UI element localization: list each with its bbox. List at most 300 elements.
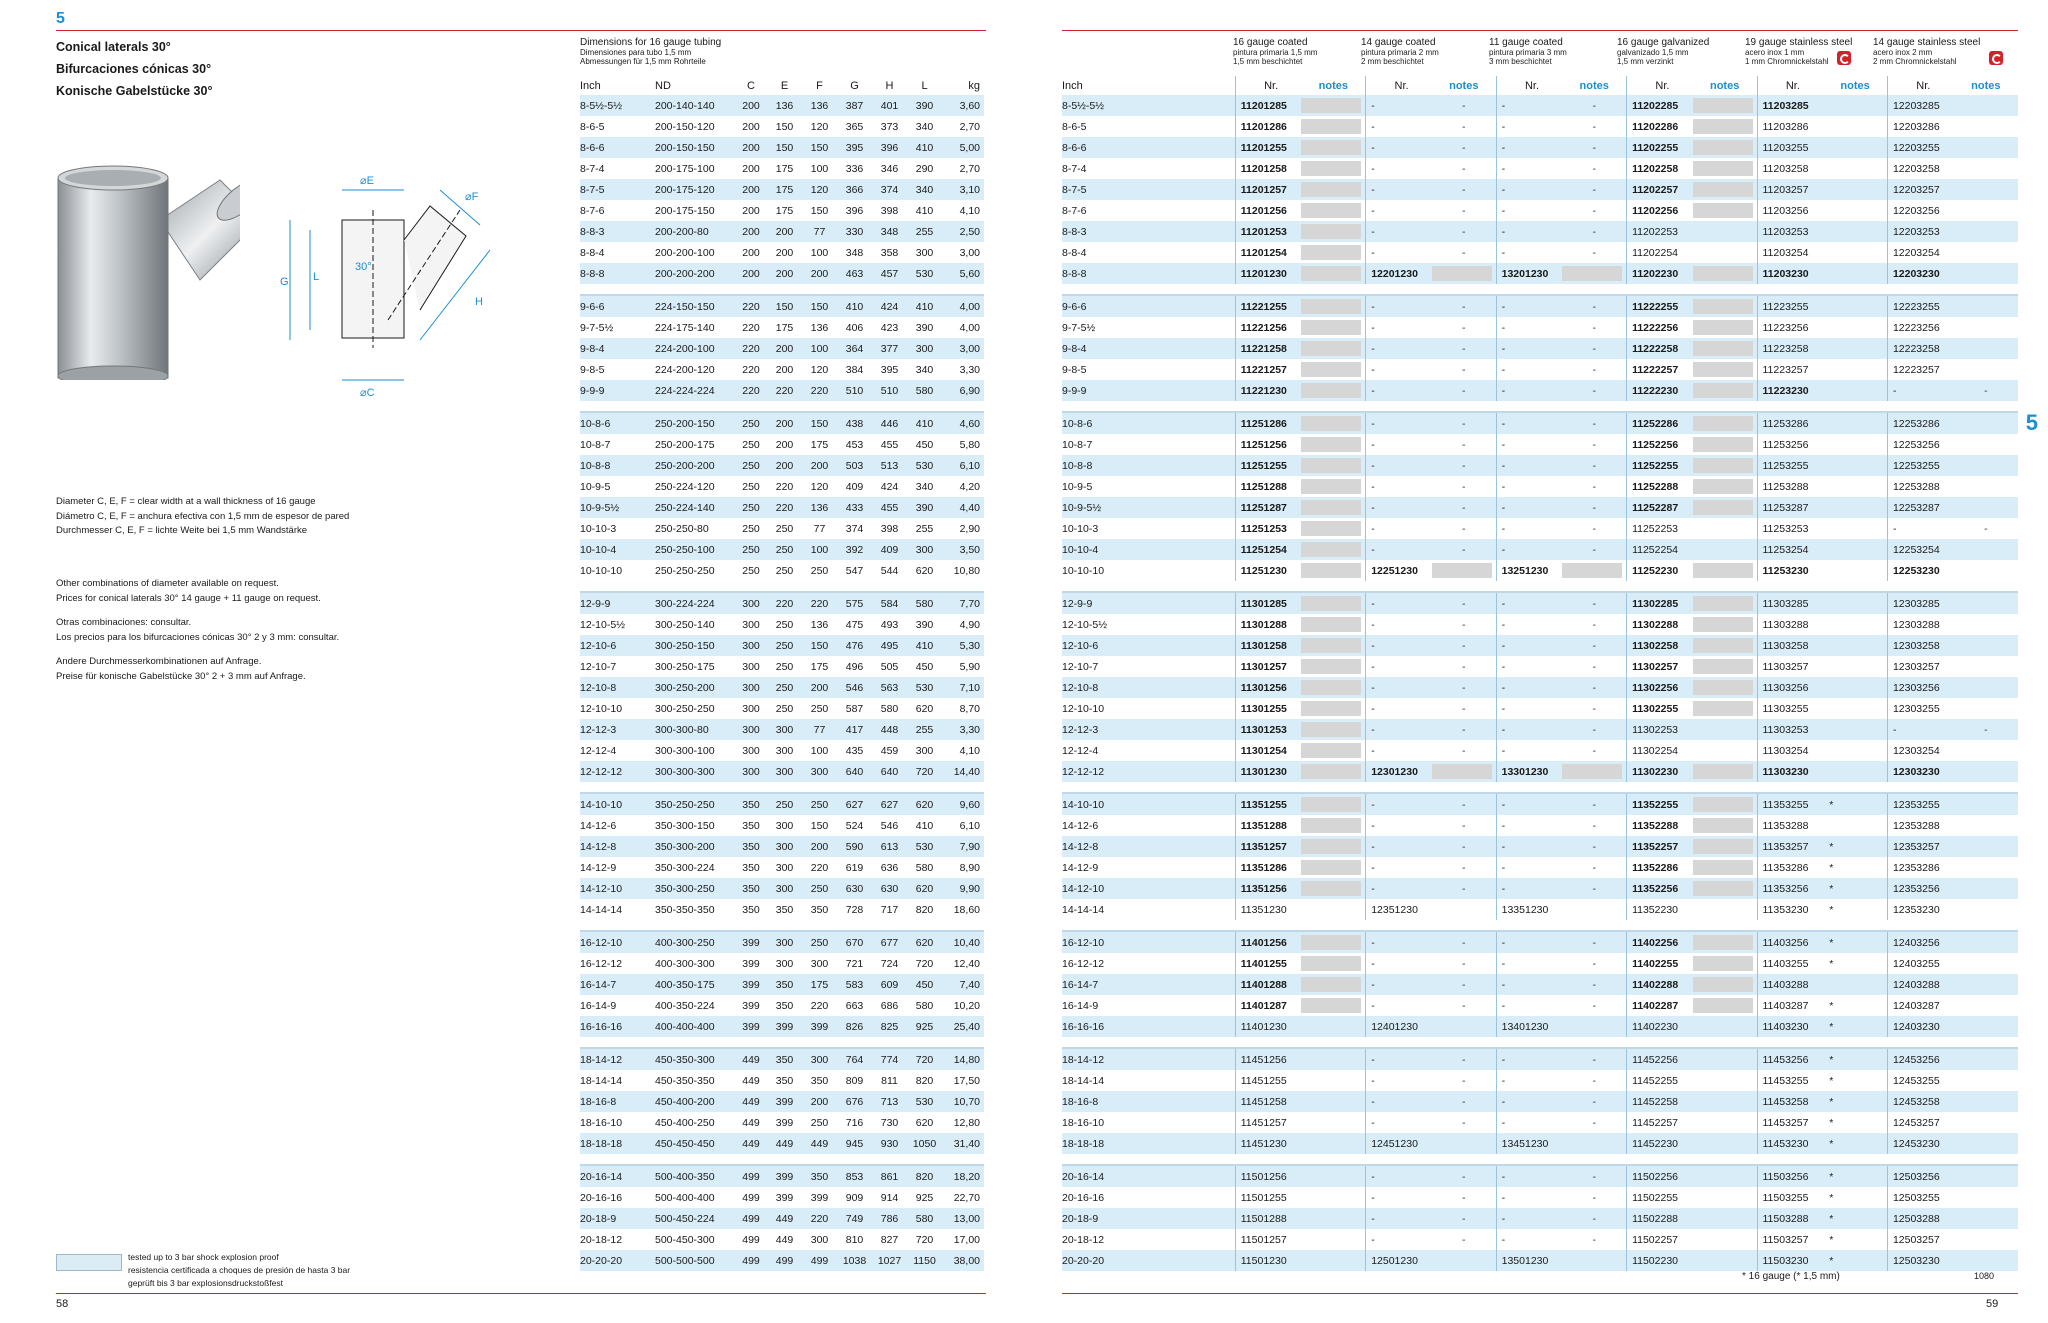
cell-f: 150 [802, 412, 837, 434]
cell-article-number: 11203257 [1757, 179, 1823, 200]
dimensions-table [580, 76, 984, 1271]
cell-article-number: 11503230 [1757, 1250, 1823, 1271]
cell-e: 200 [767, 412, 802, 434]
dimensions-body [580, 95, 984, 1271]
cell-inch: 9-8-5 [1062, 363, 1087, 376]
group-separator [580, 1154, 984, 1165]
chapter-number: 5 [56, 10, 65, 27]
cell-article-number: - [1366, 476, 1432, 497]
cell-article-number: 11253288 [1757, 476, 1823, 497]
cell-article-number: 11203253 [1757, 221, 1823, 242]
cell-inch: 12-10-10 [1062, 702, 1105, 715]
cell-article-number: 11403230 [1757, 1016, 1823, 1037]
cell-l: 390 [907, 95, 942, 116]
cell-e: 220 [767, 497, 802, 518]
article-row [1062, 677, 2018, 698]
cell-inch: 14-12-9 [580, 861, 617, 874]
cell-notes [1823, 263, 1887, 284]
cell-article-number: - [1366, 592, 1432, 614]
cell-article-number: 11253286 [1757, 412, 1823, 434]
cell-nd: 200-200-100 [655, 246, 715, 259]
cell-notes: - [1592, 321, 1596, 334]
notes-placeholder [1693, 596, 1753, 611]
cell-f: 100 [810, 246, 829, 259]
cell-notes [1301, 698, 1365, 719]
cell-article-number: - [1496, 476, 1562, 497]
article-row [1062, 560, 2018, 581]
cell-notes: - [1592, 480, 1596, 493]
cell-notes [1823, 740, 1887, 761]
cell-article-number: - [1496, 497, 1562, 518]
cell-article-number: 11223257 [1757, 359, 1823, 380]
cell-notes [1823, 158, 1887, 179]
cell-article-number: 11303258 [1757, 635, 1823, 656]
cell-l: 580 [907, 1208, 942, 1229]
dimension-row [580, 592, 984, 614]
cell-c: 250 [742, 438, 760, 451]
cell-notes [1432, 1133, 1496, 1154]
cell-notes [1693, 1048, 1757, 1070]
cell-nd: 300-224-224 [655, 592, 735, 614]
cell-article-number: 12453255 [1887, 1070, 1953, 1091]
notes-placeholder [1301, 860, 1361, 875]
notes-placeholder [1301, 500, 1361, 515]
cell-notes: - [1562, 719, 1626, 740]
cell-nd: 350-300-250 [655, 878, 735, 899]
cell-c: 200 [742, 204, 760, 217]
cell-article-number: - [1496, 719, 1562, 740]
cell-kg: 3,00 [959, 246, 980, 259]
cell-c: 250 [735, 412, 767, 434]
cell-notes [1693, 455, 1757, 476]
cell-article-number: 11302258 [1627, 635, 1693, 656]
cell-h: 455 [872, 497, 907, 518]
cell-l: 720 [907, 1048, 942, 1070]
article-row [1062, 263, 2018, 284]
cell-article-number: 12353256 [1887, 878, 1953, 899]
cell-kg: 14,80 [942, 1048, 984, 1070]
cell-inch: 16-14-9 [580, 999, 617, 1012]
article-row [1062, 455, 2018, 476]
cell-c: 200 [735, 95, 767, 116]
cell-notes [1823, 878, 1887, 899]
cell-notes: - [1592, 120, 1596, 133]
cell-h: 613 [872, 836, 907, 857]
cell-notes: - [1562, 931, 1626, 953]
cell-c: 200 [735, 179, 767, 200]
cell-inch: 20-16-14 [1062, 1165, 1235, 1187]
cell-kg: 8,70 [959, 702, 980, 715]
cell-notes: - [1432, 974, 1496, 995]
cell-article-number: 11303230 [1757, 761, 1823, 782]
cell-inch: 12-9-9 [1062, 592, 1235, 614]
cell-article-number: - [1496, 1048, 1562, 1070]
cell-article-number: 11222256 [1627, 317, 1693, 338]
colhead-16-galvanized [1617, 38, 1709, 66]
cell-inch: 16-12-10 [1062, 931, 1235, 953]
cell-article-number: 11203285 [1757, 95, 1823, 116]
cell-notes: - [1592, 363, 1596, 376]
dimension-row [580, 95, 984, 116]
label-l: L [313, 271, 320, 283]
cell-inch: 14-12-6 [1062, 819, 1099, 832]
cell-notes [1954, 614, 2018, 635]
cell-notes: - [1562, 1165, 1626, 1187]
cell-notes [1823, 1229, 1887, 1250]
cell-notes [1693, 1070, 1757, 1091]
cell-article-number: 12253254 [1887, 539, 1953, 560]
cell-notes [1823, 698, 1887, 719]
cell-notes [1954, 857, 2018, 878]
article-row [1062, 614, 2018, 635]
cell-nd: 400-400-400 [655, 1016, 735, 1037]
cell-notes [1301, 338, 1365, 359]
legend-swatch [56, 1254, 122, 1271]
cell-l: 410 [915, 204, 934, 217]
cell-e: 200 [775, 363, 794, 376]
cell-notes: - [1562, 635, 1626, 656]
cell-article-number: 11251230 [1235, 560, 1301, 581]
cell-article-number: 11202253 [1627, 221, 1693, 242]
cell-h: 563 [872, 677, 907, 698]
cell-l: 530 [907, 836, 942, 857]
notes-placeholder [1693, 935, 1753, 950]
header-nr: Nr. [1366, 76, 1432, 95]
cell-f: 100 [810, 162, 829, 175]
cell-f: 250 [810, 564, 829, 577]
cell-c: 250 [735, 497, 767, 518]
footnote-marker: * [1829, 861, 1834, 874]
cell-notes [1432, 1250, 1496, 1271]
cell-h: 730 [880, 1116, 899, 1129]
notes-placeholder [1301, 797, 1361, 812]
cell-article-number: 12203257 [1887, 179, 1953, 200]
cell-notes [1823, 793, 1887, 815]
notes-placeholder [1693, 266, 1753, 281]
cell-inch: 20-18-12 [1062, 1233, 1105, 1246]
cell-article-number: - [1366, 338, 1432, 359]
cell-article-number: 11301258 [1235, 635, 1301, 656]
cell-g: 909 [845, 1191, 864, 1204]
cell-inch: 12-10-6 [580, 635, 655, 656]
cell-inch: 14-14-14 [580, 903, 623, 916]
cell-inch: 18-18-18 [1062, 1133, 1235, 1154]
dimension-row [580, 677, 984, 698]
cell-article-number: - [1366, 95, 1432, 116]
notes-placeholder [1693, 140, 1753, 155]
cell-notes [1301, 1250, 1365, 1271]
separator-cell [1062, 1037, 2018, 1048]
cell-article-number: 11503288 [1757, 1208, 1823, 1229]
cell-g: 716 [845, 1116, 864, 1129]
cell-notes [1823, 200, 1887, 221]
cell-article-number: 11202258 [1627, 158, 1693, 179]
cell-notes [1954, 1133, 2018, 1154]
cell-e: 250 [775, 618, 794, 631]
cell-article-number: 11452257 [1627, 1112, 1693, 1133]
cell-notes: - [1462, 522, 1466, 535]
cell-article-number: 11203254 [1757, 242, 1823, 263]
cell-notes [1823, 95, 1887, 116]
cell-nd: 500-450-224 [655, 1208, 735, 1229]
cell-notes: - [1562, 1091, 1626, 1112]
cell-article-number: - [1366, 857, 1432, 878]
group-separator [1062, 401, 2018, 412]
cell-g: 496 [845, 660, 864, 673]
cell-f: 300 [802, 1048, 837, 1070]
cell-article-number: 12453257 [1887, 1112, 1953, 1133]
cell-inch: 12-10-6 [1062, 635, 1235, 656]
cell-h: 423 [880, 321, 899, 334]
cell-article-number: - [1496, 614, 1562, 635]
cell-article-number: - [1496, 179, 1562, 200]
cell-notes [1823, 614, 1887, 635]
cell-kg: 18,20 [942, 1165, 984, 1187]
title-de: Konische Gabelstücke 30° [56, 84, 213, 98]
cell-notes: - [1592, 618, 1596, 631]
cell-article-number: 11351255 [1235, 793, 1301, 815]
article-row [1062, 1133, 2018, 1154]
cell-nd: 400-350-175 [655, 974, 735, 995]
cell-notes [1562, 1133, 1626, 1154]
cell-e: 250 [767, 677, 802, 698]
cell-notes [1693, 560, 1757, 581]
notes-placeholder [1693, 797, 1753, 812]
cell-g: 364 [837, 338, 872, 359]
cell-h: 377 [872, 338, 907, 359]
cell-f: 77 [802, 719, 837, 740]
cell-e: 250 [775, 522, 794, 535]
cell-article-number: 11351286 [1235, 857, 1301, 878]
dimension-row [580, 719, 984, 740]
cell-e: 200 [767, 263, 802, 284]
article-row [1062, 899, 2018, 920]
cell-article-number: 11302256 [1627, 677, 1693, 698]
notes-placeholder [1301, 680, 1361, 695]
cell-article-number: 11502257 [1627, 1229, 1693, 1250]
cell-article-number: 12303230 [1887, 761, 1953, 782]
cell-kg: 4,20 [959, 480, 980, 493]
cell-h: 609 [872, 974, 907, 995]
label-angle: 30° [355, 261, 372, 273]
cell-article-number: 11252256 [1627, 434, 1693, 455]
cell-notes [1432, 560, 1496, 581]
dimension-row [580, 1016, 984, 1037]
cell-kg: 10,80 [953, 564, 980, 577]
cell-c: 200 [742, 246, 760, 259]
cell-g: 524 [845, 819, 864, 832]
cell-article-number: 11253256 [1757, 434, 1823, 455]
cell-notes: - [1562, 338, 1626, 359]
note-es [56, 616, 339, 645]
header-rule [56, 30, 986, 31]
cell-notes: - [1432, 338, 1496, 359]
cell-kg: 5,30 [942, 635, 984, 656]
header-nr: Nr. [1627, 76, 1693, 95]
cell-article-number: 11201257 [1235, 179, 1301, 200]
cell-notes [1954, 1187, 2018, 1208]
cell-h: 724 [880, 957, 899, 970]
notes-placeholder [1301, 182, 1361, 197]
cell-f: 250 [810, 702, 829, 715]
cell-article-number: 12403255 [1887, 953, 1953, 974]
cell-article-number: 12303254 [1887, 740, 1953, 761]
cell-notes [1954, 1091, 2018, 1112]
cell-f: 175 [802, 974, 837, 995]
cell-notes [1823, 1070, 1887, 1091]
header-f: F [816, 79, 823, 92]
article-row [1062, 1229, 2018, 1250]
cell-inch: 12-12-3 [580, 719, 655, 740]
cell-notes [1301, 263, 1365, 284]
footnote: * 16 gauge (* 1,5 mm) [1742, 1271, 1840, 1282]
separator-cell [580, 1037, 984, 1048]
footnote-marker: * [1829, 1020, 1834, 1033]
cell-c: 220 [735, 295, 767, 317]
notes-placeholder [1301, 362, 1361, 377]
dimension-row [580, 836, 984, 857]
cell-notes [1823, 974, 1887, 995]
cell-l: 300 [907, 338, 942, 359]
cell-article-number: 11453257 [1757, 1112, 1823, 1133]
note-de-line-2: Preise für konische Gabelstücke 30° 2 + 3 mm auf Anfrage. [56, 670, 306, 682]
cell-notes [1954, 158, 2018, 179]
cell-g: 410 [837, 295, 872, 317]
cell-notes [1954, 1016, 2018, 1037]
cell-article-number: - [1366, 878, 1432, 899]
cell-notes [1823, 497, 1887, 518]
cell-kg: 8,90 [959, 861, 980, 874]
right-page [1024, 0, 2048, 1323]
cell-article-number: - [1496, 1229, 1562, 1250]
notes-placeholder [1693, 956, 1753, 971]
header-notes: notes [1318, 79, 1348, 92]
label-g: G [280, 276, 289, 288]
cell-f: 350 [802, 1165, 837, 1187]
cell-article-number: 12451230 [1366, 1133, 1432, 1154]
cell-article-number: 11353288 [1757, 815, 1823, 836]
cell-inch: 10-10-3 [580, 522, 617, 535]
cell-article-number: 11451230 [1235, 1133, 1301, 1154]
colhead-14-stainless-de: 2 mm Chromnickelstahl [1873, 57, 1957, 66]
notes-placeholder [1693, 839, 1753, 854]
article-row [1062, 95, 2018, 116]
cell-notes [1823, 719, 1887, 740]
cell-kg: 5,90 [959, 660, 980, 673]
cell-notes [1693, 263, 1757, 284]
cell-article-number: 11501230 [1235, 1250, 1301, 1271]
footnote-marker: * [1829, 1074, 1834, 1087]
cell-h: 401 [872, 95, 907, 116]
header-notes: notes [1971, 79, 2001, 92]
cell-notes [1301, 1187, 1365, 1208]
cell-notes [1693, 137, 1757, 158]
cell-notes [1823, 761, 1887, 782]
cell-article-number: 11451258 [1235, 1091, 1301, 1112]
cell-inch: 10-8-8 [1062, 455, 1235, 476]
cell-l: 820 [915, 903, 934, 916]
cell-e: 200 [767, 221, 802, 242]
cell-notes: - [1462, 819, 1466, 832]
cell-l: 450 [915, 438, 934, 451]
cell-notes [1823, 815, 1887, 836]
cell-notes [1693, 221, 1757, 242]
cell-notes [1954, 1070, 2018, 1091]
cell-notes [1693, 974, 1757, 995]
notes-placeholder [1693, 479, 1753, 494]
separator-cell [580, 401, 984, 412]
cell-article-number: - [1366, 137, 1432, 158]
notes-placeholder [1432, 764, 1492, 779]
cell-inch: 9-9-9 [1062, 380, 1235, 401]
footnote-marker: * [1829, 1053, 1834, 1066]
cell-article-number: 11222230 [1627, 380, 1693, 401]
article-row [1062, 953, 2018, 974]
cell-c: 300 [742, 702, 760, 715]
cell-l: 720 [915, 957, 934, 970]
cell-notes [1823, 317, 1887, 338]
cell-article-number: - [1496, 95, 1562, 116]
cell-article-number: 12253288 [1887, 476, 1953, 497]
cell-c: 300 [735, 635, 767, 656]
cell-article-number: 11302257 [1627, 656, 1693, 677]
cell-notes: - [1562, 677, 1626, 698]
dimension-row [580, 614, 984, 635]
cell-notes [1693, 539, 1757, 560]
notes-placeholder [1301, 299, 1361, 314]
header-nr: Nr. [1235, 76, 1301, 95]
cell-notes [1301, 380, 1365, 401]
cell-article-number: 11401288 [1235, 974, 1301, 995]
article-row [1062, 518, 2018, 539]
cell-article-number: 11402255 [1627, 953, 1693, 974]
cell-g: 728 [845, 903, 864, 916]
cell-h: 786 [872, 1208, 907, 1229]
cell-h: 774 [872, 1048, 907, 1070]
cell-article-number: - [1887, 518, 1953, 539]
article-header-row [1062, 76, 2018, 95]
cell-notes [1823, 434, 1887, 455]
cell-g: 417 [837, 719, 872, 740]
cell-e: 250 [767, 635, 802, 656]
cell-e: 150 [767, 137, 802, 158]
cell-e: 449 [767, 1133, 802, 1154]
cell-f: 150 [802, 635, 837, 656]
cell-f: 399 [810, 1191, 829, 1204]
cell-c: 449 [735, 1048, 767, 1070]
legend-text [128, 1251, 350, 1290]
cell-notes [1954, 539, 2018, 560]
cell-g: 676 [837, 1091, 872, 1112]
cell-notes [1954, 1112, 2018, 1133]
cell-c: 399 [735, 974, 767, 995]
cell-f: 250 [802, 793, 837, 815]
cell-f: 300 [810, 1233, 829, 1246]
notes-placeholder [1301, 722, 1361, 737]
cell-l: 450 [915, 660, 934, 673]
dimension-row [580, 1048, 984, 1070]
cell-article-number: - [1366, 179, 1432, 200]
cell-article-number: - [1366, 793, 1432, 815]
cell-l: 620 [907, 878, 942, 899]
cell-article-number: 11252286 [1627, 412, 1693, 434]
cell-notes [1301, 592, 1365, 614]
cell-inch: 12-10-8 [1062, 677, 1235, 698]
footnote-marker: * [1829, 903, 1834, 916]
cell-nd: 250-250-100 [655, 539, 735, 560]
cell-kg: 4,40 [942, 497, 984, 518]
cell-h: 459 [880, 744, 899, 757]
